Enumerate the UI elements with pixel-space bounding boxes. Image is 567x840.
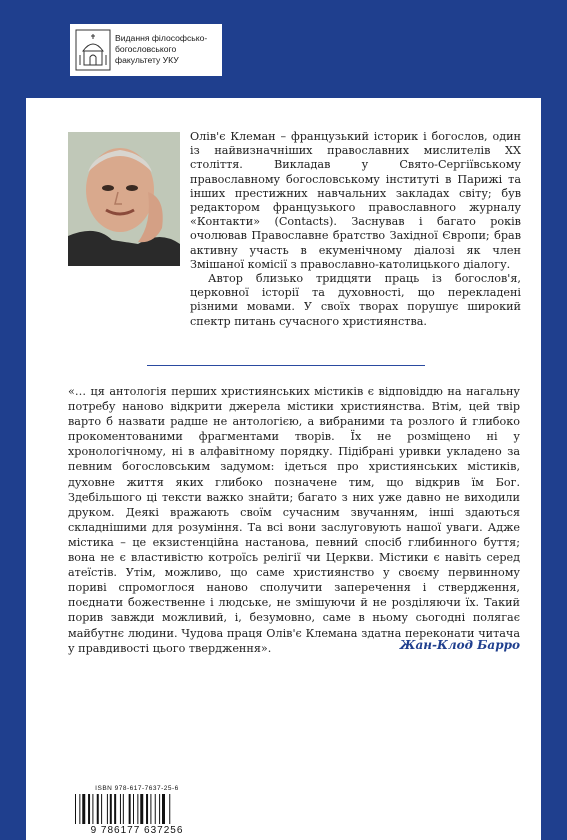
quote-text: «… ця антологія перших християнських містиків є відповіддю на нагальну потребу наново відкрити джерела містики християнства. Втім, цей твір варто б назвати радше не антологією, а вибраними та розлого й глибоко прокоментованими фрагментами творів. Їх не розміщено ні у хронологічному, ні в алфавітному порядку. Підібрані уривки укладено за певним богословським задумом: ідеться про християнських містиків, духовне життя яких глибоко позначене тим, що відкрив їм Бог. Здебільшого ці тексти важко знайти; багато з них уже давно не виходили друком. Деякі вражають своїм сучасним звучанням, інші здаються складнішими для розуміння. Та всі вони заслуговують нашої уваги. Адже містика – це екзистенційна настанова, певний спосіб глибинного буття; вона не є властивістю котроїсь релігії чи Церкви. Містики є навіть серед атеїстів. Утім, можливо, що саме християнство у своєму первинному пориві спромоглося наново сполучити заперечення і ствердження, поєднати божественне і людське, не змішуючи й не розділяючи їх. Такий порив завжди можливий, і, безумовно, саме в ньому сьогодні полягає майбутнє людини. Чудова праця Олів'є Клемана здатна переконати читача у правдивості цього твердження». (68, 385, 520, 655)
isbn-label: ISBN 978-617-7637-25-6 (95, 785, 179, 792)
bio-paragraph: Олів'є Клеман – французький історик і богослов, один із найвизначніших православних мислителів XX століття. Викладав у Свято-Сергіївському православному богословському інституті в Парижі та інших престижних навчальних закладах світу; був редактором французького православного журналу «Контакти» (Contacts). Заснував і багато років очолював Православне братство Західної Європи; брав активну участь в екуменічному діалозі як член Змішаної комісії з православно-католицького діалогу. (190, 130, 521, 271)
publisher-text: Видання філософсько-богословського факультету УКУ (115, 33, 208, 65)
church-emblem-icon (75, 29, 111, 71)
divider (147, 365, 425, 366)
quote-author: Жан-Клод Барро (399, 638, 520, 652)
barcode-bars (74, 794, 200, 824)
barcode-block (68, 784, 206, 838)
bio-paragraph: Автор близько тридцяти праць із богослов'я, церковної історії та духовності, що перекладені різними мовами. У своїх творах порушує широкий спектр питань сучасного християнства. (190, 272, 521, 328)
author-bio (190, 130, 521, 329)
review-quote (68, 384, 520, 656)
right-edge-band (541, 0, 567, 840)
ean-number: 9 786177 637256 (90, 825, 184, 836)
publisher-logo (70, 24, 222, 76)
author-photo (68, 132, 180, 266)
